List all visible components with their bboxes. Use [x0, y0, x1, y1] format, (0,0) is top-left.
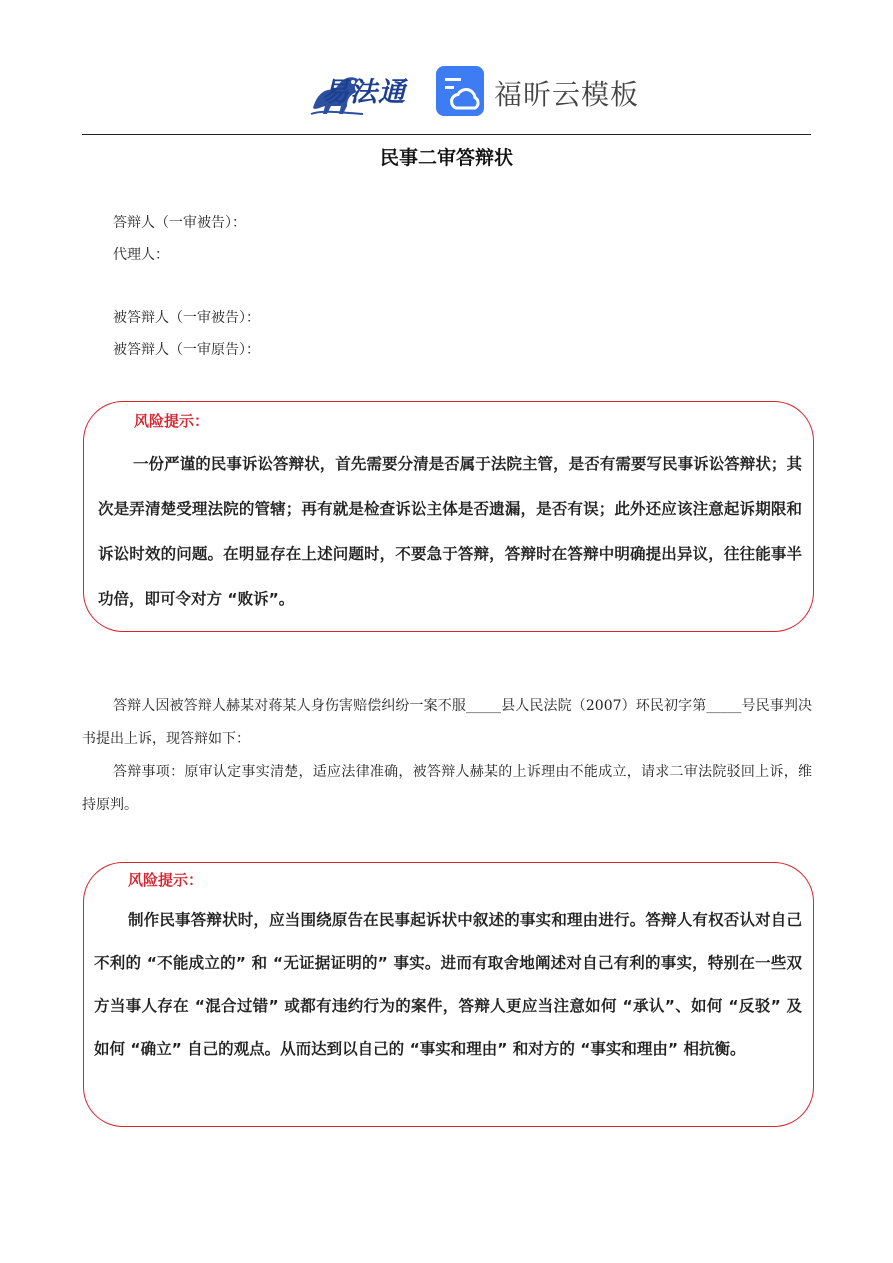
risk-notice-box-1 [83, 401, 814, 632]
party-agent: 代理人： [113, 247, 169, 263]
risk-notice-title: 风险提示： [134, 412, 210, 430]
risk-notice-body: 制作民事答辩状时，应当围绕原告在民事起诉状中叙述的事实和理由进行。答辩人有权否认对自己不利的 “不能成立的” 和 “无证据证明的” 事实。进而有取舍地阐述对自己有利的事实，特别在一些双方当事人存在 “混合过错” 或都有违约行为的案件，答辩人更应当注意如何 “承认”、如何 “反驳” 及如何 “确立” 自己的观点。从而达到以自己的 “事实和理由” 和对方的 “事实和理由” 相抗衡。 [94, 911, 802, 1058]
logo2-text: 福昕云模板 [494, 78, 640, 111]
party-respondent: 答辩人（一审被告）： [113, 215, 246, 231]
document-title: 民事二审答辩状 [379, 147, 513, 169]
party-appellee-defendant: 被答辩人（一审被告）： [113, 310, 260, 326]
party-appellee-plaintiff: 被答辩人（一审原告）： [113, 342, 260, 358]
risk-notice-body: 一份严谨的民事诉讼答辩状，首先需要分清是否属于法院主管，是否有需要写民事诉讼答辩状；其次是弄清楚受理法院的管辖；再有就是检查诉讼主体是否遗漏，是否有误；此外还应该注意起诉期限和诉讼时效的问题。在明显存在上述问题时，不要急于答辩，答辩时在答辩中明确提出异议，往往能事半功倍，即可令对方 “败诉”。 [98, 455, 802, 608]
risk-notice-title: 风险提示： [128, 871, 204, 889]
risk-notice-box-2 [83, 862, 814, 1127]
page-header [0, 60, 893, 122]
body-paragraph-2: 答辩事项：原审认定事实清楚，适应法律准确，被答辩人赫某的上诉理由不能成立，请求二审法院驳回上诉，维持原判。 [82, 764, 812, 813]
header-divider [82, 134, 811, 135]
logo1-text: 易法通 [322, 77, 406, 108]
body-paragraph-1: 答辩人因被答辩人赫某对蒋某人身伤害赔偿纠纷一案不服_____县人民法院（2007）环民初字第_____号民事判决书提出上诉，现答辩如下： [82, 698, 812, 747]
cloud-template-logo-icon [436, 66, 484, 116]
